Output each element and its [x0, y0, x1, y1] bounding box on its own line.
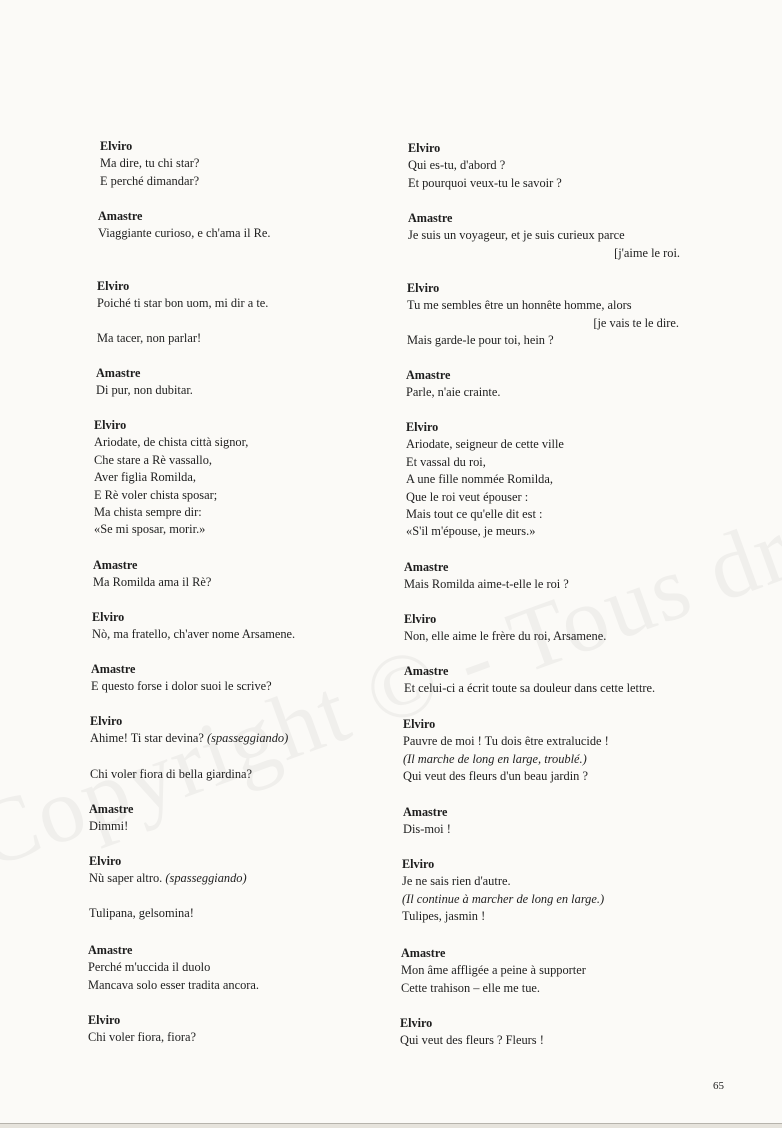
speech-block — [404, 559, 676, 594]
speech-block — [94, 417, 248, 539]
stage-direction — [402, 891, 674, 908]
verse-line — [407, 332, 679, 349]
line-text: Poiché ti star bon uom, mi dir a te. — [97, 296, 269, 311]
speech-block — [88, 1012, 196, 1047]
speaker-name: Elviro — [406, 420, 439, 434]
line-text: Dis-moi ! — [403, 822, 451, 837]
verse-line — [91, 678, 272, 695]
verse-line — [97, 330, 201, 347]
speaker-name: Elviro — [92, 610, 125, 624]
verse-line — [94, 469, 248, 486]
speech-block — [89, 905, 194, 922]
speech-block — [97, 330, 201, 347]
verse-line — [403, 768, 675, 785]
speech-block — [93, 557, 211, 592]
verse-line — [88, 959, 259, 976]
line-text: [je vais te le dire. — [593, 315, 679, 330]
speech-block — [89, 801, 133, 836]
line-text: «S'il m'épouse, je meurs.» — [406, 524, 536, 539]
speech-block — [404, 663, 676, 698]
line-text: Qui veut des fleurs d'un beau jardin ? — [403, 769, 588, 784]
line-text: Mais tout ce qu'elle dit est : — [406, 507, 543, 522]
speech-block — [97, 278, 268, 313]
line-text: Tu me sembles être un honnête homme, alors — [407, 298, 632, 313]
line-text: (Il continue à marcher de long en large.) — [402, 891, 605, 906]
line-text: Ahime! Ti star devina? — [90, 731, 204, 746]
line-text: Qui es-tu, d'abord ? — [408, 158, 506, 173]
verse-line — [89, 905, 194, 922]
verse-line — [406, 523, 678, 540]
line-text: Nù saper altro. — [89, 871, 163, 886]
verse-line — [89, 818, 133, 835]
line-text: Je ne sais rien d'autre. — [402, 874, 511, 889]
speaker-name: Elviro — [402, 857, 435, 871]
verse-line — [407, 315, 679, 332]
verse-line — [403, 821, 675, 838]
verse-line — [89, 870, 247, 887]
verse-line — [97, 295, 268, 312]
verse-line — [406, 384, 678, 401]
verse-line — [93, 574, 211, 591]
line-text: Ma chista sempre dir: — [94, 505, 202, 520]
verse-line — [406, 471, 678, 488]
speech-block — [89, 853, 247, 888]
verse-line — [94, 452, 248, 469]
line-text: Mon âme affligée a peine à supporter — [401, 963, 586, 978]
verse-line — [94, 504, 248, 521]
speaker-name: Elviro — [89, 854, 122, 868]
speaker-name: Elviro — [97, 279, 130, 293]
line-text: E perché dimandar? — [100, 173, 200, 188]
speech-block — [402, 856, 674, 926]
stage-direction: (spasseggiando) — [207, 731, 289, 746]
line-text: Tulipes, jasmin ! — [402, 909, 486, 924]
line-text: Mais Romilda aime-t-elle le roi ? — [404, 577, 569, 592]
verse-line — [408, 157, 680, 174]
verse-line — [100, 155, 199, 172]
verse-line — [94, 487, 248, 504]
italian-column — [88, 0, 338, 1128]
verse-line — [404, 680, 676, 697]
speaker-name: Elviro — [403, 717, 436, 731]
line-text: E questo forse i dolor suoi le scrive? — [91, 679, 272, 694]
speaker-name: Elviro — [94, 418, 127, 432]
speech-block — [90, 766, 252, 783]
verse-line — [406, 454, 678, 471]
verse-line — [401, 962, 673, 979]
line-text: Parle, n'aie crainte. — [406, 385, 501, 400]
line-text: Ma tacer, non parlar! — [97, 331, 202, 345]
line-text: Ariodate, seigneur de cette ville — [406, 437, 564, 452]
verse-line — [407, 297, 679, 314]
verse-line — [408, 245, 680, 262]
line-text: Pauvre de moi ! Tu dois être extralucide ! — [403, 734, 609, 749]
verse-line — [400, 1032, 672, 1049]
line-text: Che stare a Rè vassallo, — [94, 452, 213, 467]
verse-line — [96, 382, 193, 399]
speaker-name: Elviro — [100, 139, 133, 153]
speaker-name: Amastre — [98, 209, 143, 223]
verse-line — [404, 576, 676, 593]
speaker-name: Amastre — [91, 662, 136, 676]
verse-line — [402, 873, 674, 890]
line-text: [j'aime le roi. — [614, 245, 680, 260]
verse-line — [88, 977, 259, 994]
speech-block — [92, 609, 295, 644]
line-text: Perché m'uccida il duolo — [88, 960, 211, 975]
speaker-name: Amastre — [93, 558, 138, 572]
speaker-name: Elviro — [407, 281, 440, 295]
verse-line — [404, 628, 676, 645]
speech-block — [401, 945, 673, 997]
line-text: (Il marche de long en large, troublé.) — [403, 751, 587, 766]
line-text: Nò, ma fratello, ch'aver nome Arsamene. — [92, 627, 296, 642]
speech-block — [98, 208, 271, 243]
verse-line — [408, 227, 680, 244]
line-text: Cette trahison – elle me tue. — [401, 980, 541, 995]
line-text: Mancava solo esser tradita ancora. — [88, 977, 259, 992]
line-text: Di pur, non dubitar. — [96, 383, 193, 398]
line-text: Ariodate, de chista città signor, — [94, 435, 249, 450]
speech-block — [88, 942, 259, 994]
speaker-name: Elviro — [400, 1016, 433, 1030]
verse-line — [94, 434, 248, 451]
verse-line — [408, 175, 680, 192]
speaker-name: Elviro — [88, 1013, 121, 1027]
speaker-name: Amastre — [401, 946, 446, 960]
speech-block — [91, 661, 272, 696]
line-text: Chi voler fiora di bella giardina? — [90, 767, 253, 781]
line-text: E Rè voler chista sposar; — [94, 487, 218, 502]
speaker-name: Amastre — [406, 368, 451, 382]
line-text: Je suis un voyageur, et je suis curieux parce — [408, 228, 625, 243]
speaker-name: Amastre — [404, 664, 449, 678]
verse-line — [402, 908, 674, 925]
speaker-name: Amastre — [89, 802, 134, 816]
speaker-name: Elviro — [404, 612, 437, 626]
verse-line — [100, 173, 199, 190]
speech-block — [404, 611, 676, 646]
speaker-name: Elviro — [90, 714, 123, 728]
speaker-name: Amastre — [403, 805, 448, 819]
line-text: Mais garde-le pour toi, hein ? — [407, 333, 554, 348]
verse-line — [406, 436, 678, 453]
line-text: Et pourquoi veux-tu le savoir ? — [408, 175, 562, 190]
line-text: Dimmi! — [89, 819, 129, 834]
verse-line — [90, 766, 252, 783]
line-text: Que le roi veut épouser : — [406, 489, 529, 504]
line-text: Et celui-ci a écrit toute sa douleur dans cette lettre. — [404, 681, 656, 696]
speaker-name: Elviro — [408, 141, 441, 155]
page-number: 65 — [713, 1080, 724, 1092]
stage-direction — [403, 751, 675, 768]
speaker-name: Amastre — [408, 211, 453, 225]
line-text: Tulipana, gelsomina! — [89, 906, 194, 920]
page-bottom-band — [0, 1124, 782, 1128]
speech-block — [406, 367, 678, 402]
verse-line — [406, 489, 678, 506]
line-text: A une fille nommée Romilda, — [406, 472, 553, 487]
line-text: Ma Romilda ama il Rè? — [93, 575, 212, 590]
speech-block — [90, 713, 288, 748]
line-text: Ma dire, tu chi star? — [100, 156, 200, 171]
french-column — [400, 0, 680, 1128]
speech-block — [403, 804, 675, 839]
speaker-name: Amastre — [96, 366, 141, 380]
stage-direction: (spasseggiando) — [165, 871, 247, 886]
verse-line — [88, 1029, 196, 1046]
speech-block — [407, 280, 679, 350]
speaker-name: Amastre — [88, 943, 133, 957]
line-text: «Se mi sposar, morir.» — [94, 522, 206, 537]
verse-line — [403, 733, 675, 750]
speech-block — [100, 138, 199, 190]
speech-block — [96, 365, 193, 400]
line-text: Chi voler fiora, fiora? — [88, 1030, 197, 1045]
line-text: Viaggiante curioso, e ch'ama il Re. — [98, 226, 271, 241]
line-text: Et vassal du roi, — [406, 454, 486, 469]
line-text: Aver figlia Romilda, — [94, 470, 196, 485]
verse-line — [401, 980, 673, 997]
verse-line — [92, 626, 295, 643]
verse-line — [406, 506, 678, 523]
speech-block — [403, 716, 675, 786]
verse-line — [98, 225, 271, 242]
verse-line — [90, 730, 288, 747]
speech-block — [408, 210, 680, 262]
verse-line — [94, 521, 248, 538]
speech-block — [400, 1015, 672, 1050]
speech-block — [408, 140, 680, 192]
line-text: Qui veut des fleurs ? Fleurs ! — [400, 1033, 544, 1048]
line-text: Non, elle aime le frère du roi, Arsamene. — [404, 629, 607, 644]
speech-block — [406, 419, 678, 541]
speaker-name: Amastre — [404, 560, 449, 574]
